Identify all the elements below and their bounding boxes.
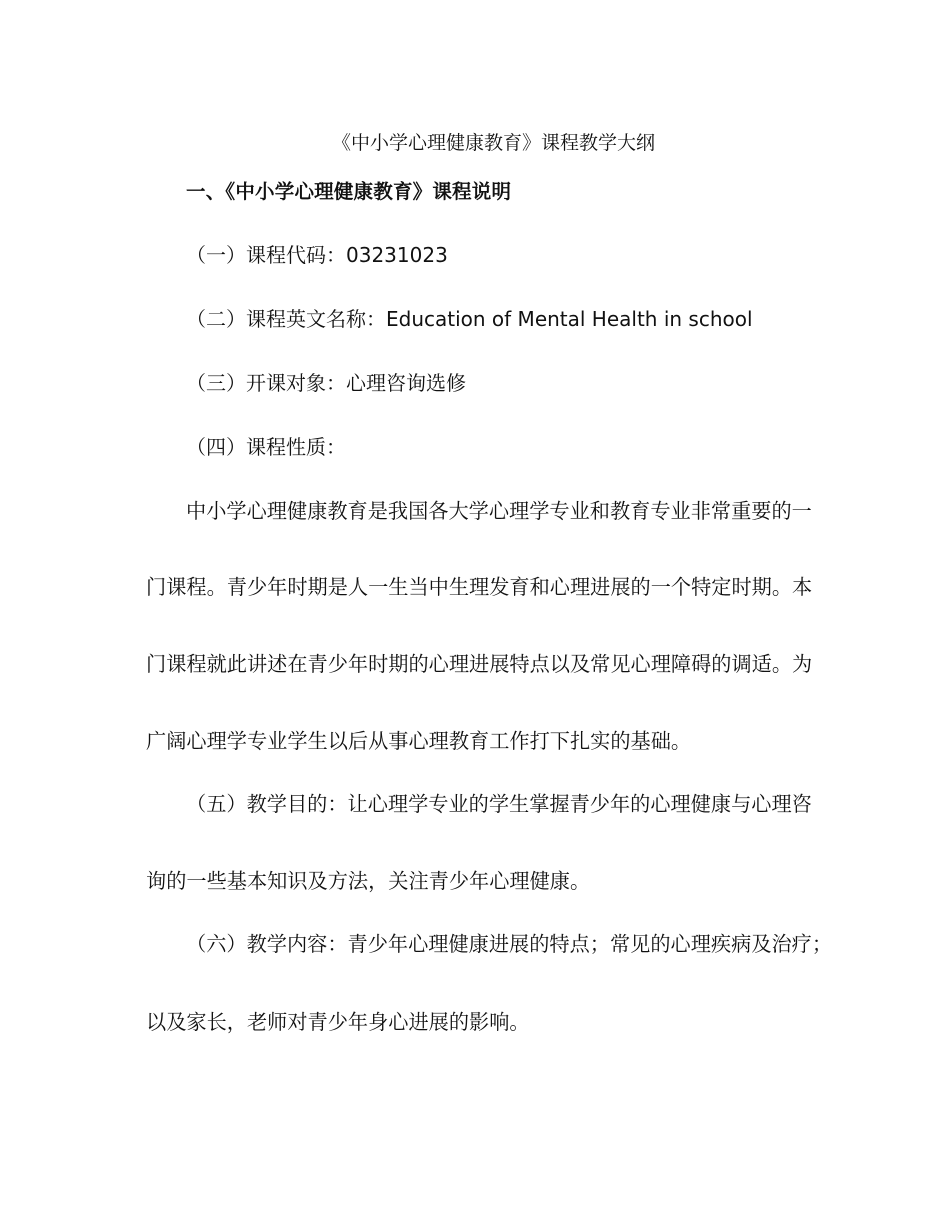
nature-paragraph-line: 门课程就此讲述在青少年时期的心理进展特点以及常见心理障碍的调适。为 [146, 652, 813, 676]
course-code-item: （一）课程代码：03231023 [186, 243, 448, 267]
english-name-item: （二）课程英文名称：Education of Mental Health in school [186, 307, 753, 331]
teaching-content-line: 以及家长，老师对青少年身心进展的影响。 [146, 1010, 530, 1034]
teaching-goal-line: 询的一些基本知识及方法，关注青少年心理健康。 [146, 869, 591, 893]
nature-paragraph-line: 门课程。青少年时期是人一生当中生理发育和心理进展的一个特定时期。本 [146, 575, 813, 599]
nature-paragraph-line: 中小学心理健康教育是我国各大学心理学专业和教育专业非常重要的一 [186, 499, 812, 523]
teaching-goal-line: （五）教学目的：让心理学专业的学生掌握青少年的心理健康与心理咨 [186, 792, 812, 816]
teaching-content-line: （六）教学内容：青少年心理健康进展的特点；常见的心理疾病及治疗； [186, 932, 833, 956]
section-heading: 一、《中小学心理健康教育》课程说明 [186, 180, 512, 203]
document-title: 《中小学心理健康教育》课程教学大纲 [332, 132, 656, 154]
audience-item: （三）开课对象：心理咨询选修 [186, 371, 466, 395]
course-nature-item: （四）课程性质： [186, 435, 346, 459]
nature-paragraph-line: 广阔心理学专业学生以后从事心理教育工作打下扎实的基础。 [146, 729, 692, 753]
